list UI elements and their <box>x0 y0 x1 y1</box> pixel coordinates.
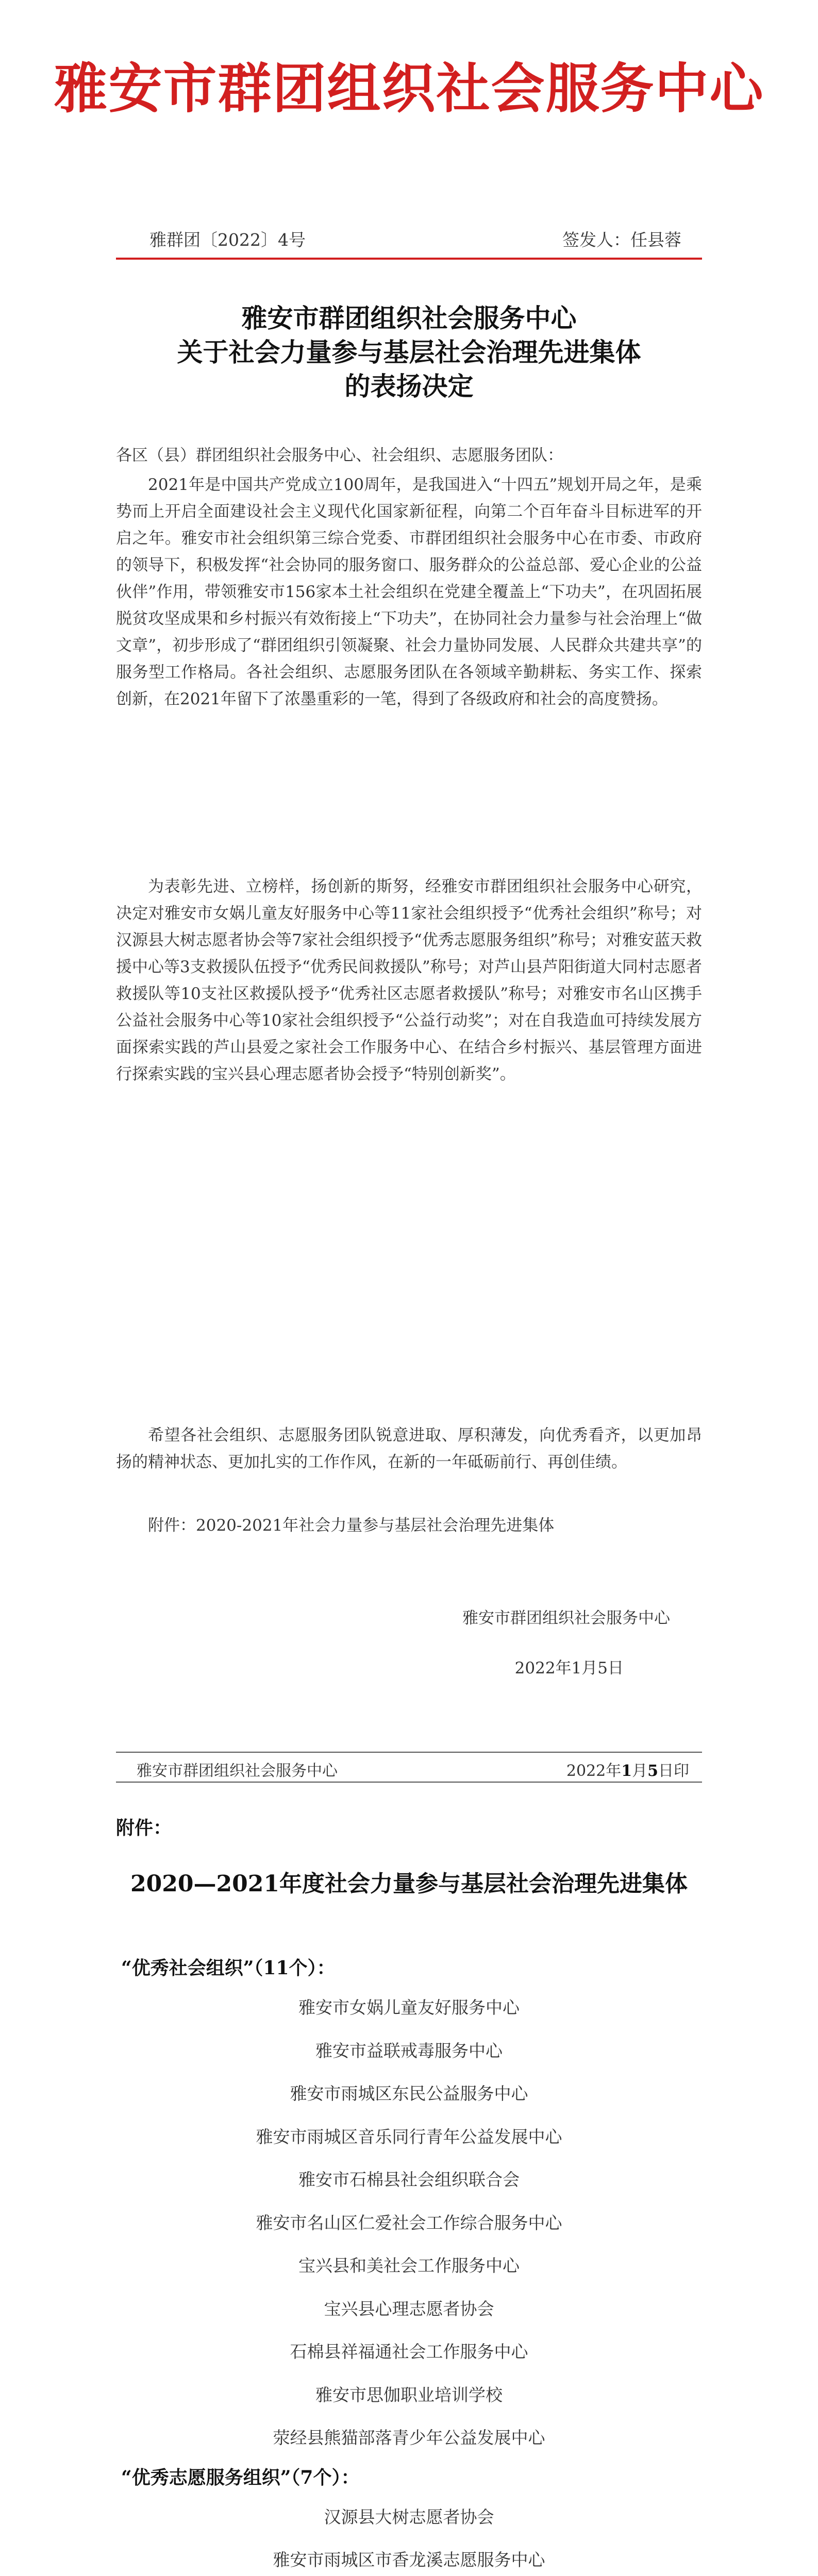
award-list <box>0 1950 818 2576</box>
awarded-organization: 雅安市石棉县社会组织联合会 <box>298 2170 520 2190</box>
document-title <box>103 301 715 403</box>
footer-rule <box>116 1752 702 1753</box>
footer-print-date <box>566 1758 689 1781</box>
issuer: 雅安市群团组织社会服务中心 <box>462 1609 670 1628</box>
award-category-count: （11个）： <box>254 1957 336 1979</box>
awarded-organization: 荥经县熊猫部落青少年公益发展中心 <box>273 2428 545 2448</box>
body-paragraph: 为表彰先进、立榜样，扬创新的斯努，经雅安市群团组织社会服务中心研究，决定对雅安市女娲儿童友好服务中心等11家社会组织授予“优秀社会组织”称号；对汉源县大树志愿者协会等7家社会组织授予“优秀志愿服务组织”称号；对雅安蓝天救援中心等3支救援队伍授予“优秀民间救援队”称号；对芦山县芦阳街道大同村志愿者救援队等10支社区救援队授予“优秀社区志愿者救援队”称号；对雅安市名山区携手公益社会服务中心等10家社会组织授予“公益行动奖”；对在自我造血可持续发展方面探索实践的芦山县爱之家社会工作服务中心、在结合乡村振兴、基层管理方面进行探索实践的宝兴县心理志愿者协会授予“特别创新奖”。 <box>116 877 702 1083</box>
attachment-note: 附件：2020-2021年社会力量参与基层社会治理先进集体 <box>148 1516 555 1535</box>
salutation: 各区（县）群团组织社会服务中心、社会组织、志愿服务团队： <box>116 446 563 465</box>
title-line: 雅安市群团组织社会服务中心 <box>241 303 577 333</box>
footer-rule <box>116 1782 702 1783</box>
body-paragraph: 2021年是中国共产党成立100周年，是我国进入“十四五”规划开局之年，是乘势而上开启全面建设社会主义现代化国家新征程，向第二个百年奋斗目标进军的开启之年。雅安市社会组织第三综合党委、市群团组织社会服务中心在市委、市政府的领导下，积极发挥“社会协同的服务窗口、服务群众的公益总部、爱心企业的公益伙伴”作用，带领雅安市156家本土社会组织在党建全覆盖上“下功夫”，在巩固拓展脱贫攻坚成果和乡村振兴有效衔接上“下功夫”，在协同社会力量参与社会治理上“做文章”，初步形成了“群团组织引领凝聚、社会力量协同发展、人民群众共建共享”的服务型工作格局。各社会组织、志愿服务团队在各领域辛勤耕耘、务实工作、探索创新，在2021年留下了浓墨重彩的一笔，得到了各级政府和社会的高度赞扬。 <box>116 476 702 708</box>
awarded-organization: 雅安市雨城区音乐同行青年公益发展中心 <box>256 2126 562 2147</box>
award-category-heading <box>0 1950 818 1986</box>
attachment-title: 2020—2021年度社会力量参与基层社会治理先进集体 <box>130 1871 688 1897</box>
award-category-name: “优秀志愿服务组织” <box>121 2466 291 2488</box>
awarded-organization: 雅安市女娲儿童友好服务中心 <box>298 1997 520 2018</box>
body-paragraph: 希望各社会组织、志愿服务团队锐意进取、厚积薄发，向优秀看齐，以更加昂扬的精神状态、更加扎实的工作作风，在新的一年砥砺前行、再创佳绩。 <box>116 1426 702 1471</box>
footer-issuer: 雅安市群团组织社会服务中心 <box>137 1762 338 1780</box>
awarded-organization: 雅安市思伽职业培训学校 <box>315 2384 503 2405</box>
awarded-organization: 宝兴县心理志愿者协会 <box>324 2298 494 2319</box>
signer: 签发人：任县蓉 <box>562 230 681 250</box>
title-line: 的表扬决定 <box>344 371 474 401</box>
issue-date: 2022年1月5日 <box>514 1659 624 1677</box>
awarded-organization: 雅安市名山区仁爱社会工作综合服务中心 <box>256 2212 562 2233</box>
awarded-organization: 雅安市雨城区东民公益服务中心 <box>290 2083 528 2104</box>
doc-number: 雅群团〔2022〕4号 <box>149 230 306 250</box>
footer-day-unit: 日印 <box>658 1762 689 1780</box>
awarded-organization: 宝兴县和美社会工作服务中心 <box>298 2256 520 2276</box>
print-footer <box>116 1752 702 1784</box>
awarded-organization: 汉源县大树志愿者协会 <box>324 2506 494 2527</box>
masthead: 雅安市群团组织社会服务中心 <box>54 57 764 120</box>
footer-day: 5 <box>647 1762 658 1780</box>
footer-month-unit: 月 <box>632 1762 648 1780</box>
awarded-organization: 雅安市益联戒毒服务中心 <box>315 2040 503 2061</box>
red-rule <box>116 258 702 260</box>
footer-month: 1 <box>621 1762 632 1780</box>
attachment-label: 附件： <box>116 1817 172 1839</box>
footer-year: 2022年 <box>566 1762 622 1780</box>
award-category-heading <box>0 2460 818 2496</box>
award-category-name: “优秀社会组织” <box>121 1957 254 1979</box>
title-line: 关于社会力量参与基层社会治理先进集体 <box>177 337 641 367</box>
award-category-count: （7个）： <box>291 2466 360 2488</box>
awarded-organization: 石棉县祥福通社会工作服务中心 <box>290 2342 528 2362</box>
doc-meta-row <box>149 227 681 250</box>
awarded-organization: 雅安市雨城区市香龙溪志愿服务中心 <box>273 2550 545 2570</box>
